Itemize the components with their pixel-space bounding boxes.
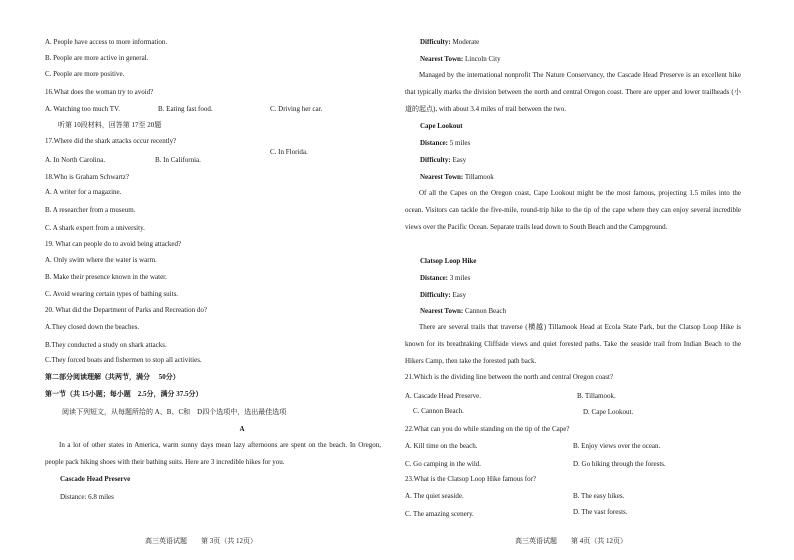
q23-option-d: D. The vast forests. xyxy=(573,508,628,516)
q23-option-b: B. The easy hikes. xyxy=(573,492,625,500)
q22-option-d: D. Go hiking through the forests. xyxy=(573,460,666,468)
q23-option-a: A. The quiet seaside. xyxy=(405,492,464,500)
section1-heading: 第一节（共 15小题；每小题 2.5分，满分 37.5分） xyxy=(45,390,203,398)
hike3-town-label: Nearest Town: xyxy=(420,307,464,315)
hike3-distance-value: 3 miles xyxy=(449,274,471,282)
hike2-town xyxy=(420,173,494,182)
left-page-footer: 高三英语试题 第 3页（共 12页） xyxy=(145,537,257,545)
hike1-town-label: Nearest Town: xyxy=(420,55,464,63)
part2-heading: 第二部分阅读理解（共两节，满分 50分） xyxy=(45,373,180,381)
hike2-difficulty-label: Difficulty: xyxy=(420,156,451,164)
hike3-difficulty-value: Easy xyxy=(452,291,467,299)
q22-option-a: A. Kill time on the beach. xyxy=(405,442,478,450)
q22-stem: 22.What can you do while standing on the tip of the Cape? xyxy=(405,425,570,433)
q21-option-b: B. Tillamook. xyxy=(577,392,616,400)
q23-stem: 23.What is the Clatsop Loop Hike famous for? xyxy=(405,475,537,483)
q15-option-b: B. People are more active in general. xyxy=(45,54,149,62)
q17-option-c: C. In Florida. xyxy=(270,148,308,156)
q18-stem: 18.Who is Graham Schwartz? xyxy=(45,173,129,181)
hike3-difficulty-label: Difficulty: xyxy=(420,291,451,299)
hike3-distance-label: Distance: xyxy=(420,274,448,282)
hike3-town-value: Cannon Beach xyxy=(464,307,506,315)
hike2-town-label: Nearest Town: xyxy=(420,173,464,181)
passage-intro: In a lot of other states in America, warm sunny days mean lazy afternoons are spent on the beach. In Oregon, people pack hiking shoes with their bathing suits. Here are 3 incredible hikes for you. xyxy=(45,441,381,466)
q16-option-a: A. Watching too much TV. xyxy=(45,105,120,113)
q20-option-a: A.They closed down the beaches. xyxy=(45,323,140,331)
hike2-distance-value: 5 miles xyxy=(449,139,471,147)
q19-option-c: C. Avoid wearing certain types of bathing suits. xyxy=(45,290,179,298)
hike1-difficulty xyxy=(420,38,479,47)
q17-option-b: B. In California. xyxy=(155,156,201,164)
hike3-distance xyxy=(420,274,470,283)
q19-stem: 19. What can people do to avoid being attacked? xyxy=(45,240,182,248)
q18-option-b: B. A researcher from a museum. xyxy=(45,206,136,214)
q19-option-a: A. Only swim where the water is warm. xyxy=(45,256,157,264)
hike1-description: Managed by the international nonprofit The Nature Conservancy, the Cascade Head Preserve is an excellent hike that typically marks the division between the north and central Oregon coast. There are upper and lower trailheads (小道的起点), with about 3.4 miles of trail between the two. xyxy=(405,71,741,113)
hike1-town xyxy=(420,55,501,64)
hike1-difficulty-label: Difficulty: xyxy=(420,38,451,46)
q18-option-a: A. A writer for a magazine. xyxy=(45,188,122,196)
hike2-distance-label: Distance: xyxy=(420,139,448,147)
q20-stem: 20. What did the Department of Parks and Recreation do? xyxy=(45,306,207,314)
q16-option-c: C. Driving her car. xyxy=(270,105,323,113)
hike2-distance xyxy=(420,139,470,148)
q18-option-c: C. A shark expert from a university. xyxy=(45,224,145,232)
q17-option-a: A. In North Carolina. xyxy=(45,156,106,164)
hike2-name: Cape Lookout xyxy=(420,122,463,130)
reading-instructions: 阅读下列短文，从每题所给的 A、B、C和 D四个选项中，选出最佳选项 xyxy=(62,408,287,416)
hike2-description: Of all the Capes on the Oregon coast, Cape Lookout might be the most famous, projecting 1.5 miles into the ocean. Visitors can tackle the five-mile, round-trip hike to the tip of the cape where they can enjoy several incredible views over the Pacific Ocean. Separate trails lead down to South Beach and the Campground. xyxy=(405,189,741,231)
hike2-town-value: Tillamook xyxy=(464,173,494,181)
right-page-footer: 高三英语试题 第 4页（共 12页） xyxy=(515,537,627,545)
q15-option-c: C. People are more positive. xyxy=(45,70,125,78)
hike2-difficulty-value: Easy xyxy=(452,156,467,164)
q20-option-b: B.They conducted a study on shark attacks. xyxy=(45,341,167,349)
q22-option-c: C. Go camping in the wild. xyxy=(405,460,482,468)
q21-option-a: A. Cascade Head Preserve. xyxy=(405,392,481,400)
listening-note: 听第 10段材料，回答第 17至 20题 xyxy=(58,121,162,129)
q19-option-b: B. Make their presence known in the water. xyxy=(45,273,167,281)
hike1-difficulty-value: Moderate xyxy=(452,38,480,46)
q21-option-c: C. Cannon Beach. xyxy=(413,407,464,415)
q15-option-a: A. People have access to more information. xyxy=(45,38,168,46)
q20-option-c: C.They forced boats and fishermen to stop all activities. xyxy=(45,356,202,364)
hike2-difficulty xyxy=(420,156,466,165)
hike1-name: Cascade Head Preserve xyxy=(60,475,131,483)
hike1-distance: Distance: 6.8 miles xyxy=(60,493,114,501)
q17-stem: 17.Where did the shark attacks occur recently? xyxy=(45,137,177,145)
q21-option-d: D. Cape Lookout. xyxy=(583,408,634,416)
q16-option-b: B. Eating fast food. xyxy=(158,105,213,113)
q16-stem: 16.What does the woman try to avoid? xyxy=(45,88,154,96)
q21-stem: 21.Which is the dividing line between the north and central Oregon coast? xyxy=(405,373,613,381)
hike3-difficulty xyxy=(420,291,466,300)
hike3-town xyxy=(420,307,506,316)
hike3-name: Clatsop Loop Hike xyxy=(420,257,477,265)
hike1-town-value: Lincoln City xyxy=(464,55,501,63)
hike3-description: There are several trails that traverse (横越) Tillamook Head at Ecola State Park, but the Clatsop Loop Hike is known for its breathtaking Cliffside views and quiet forested paths. Take the seaside trail from Indian Beach to the Hikers Camp, then take the forested path back. xyxy=(405,323,741,365)
q23-option-c: C. The amazing scenery. xyxy=(405,510,474,518)
q22-option-b: B. Enjoy views over the ocean. xyxy=(573,442,661,450)
passage-letter: A xyxy=(239,425,245,433)
